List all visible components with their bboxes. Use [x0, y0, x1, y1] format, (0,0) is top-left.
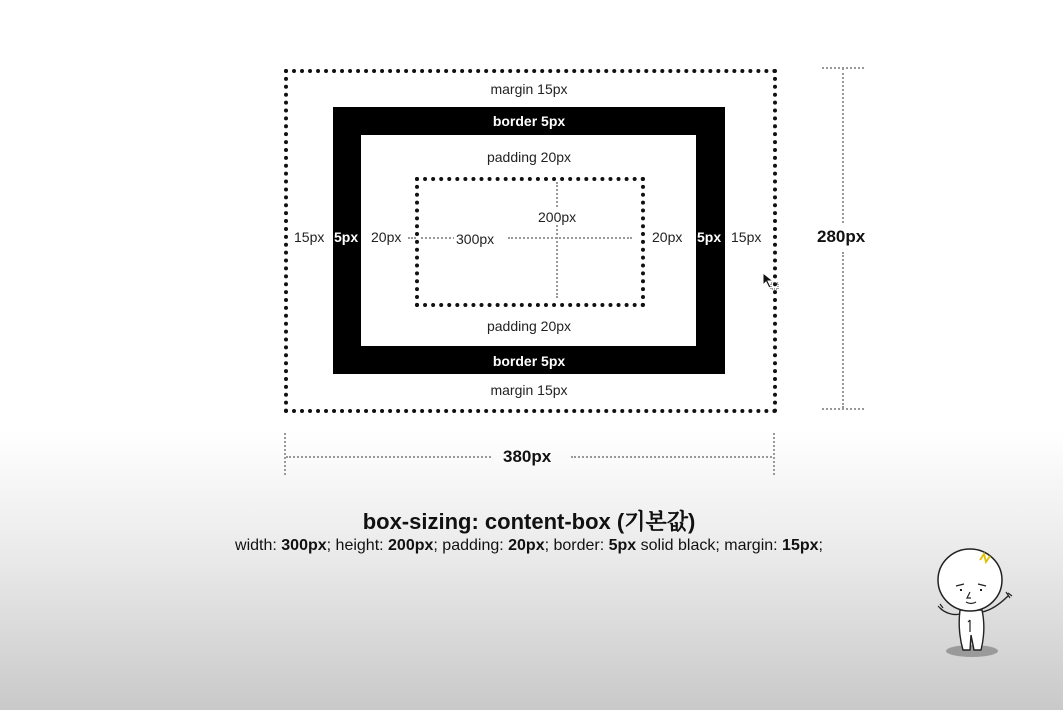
border-bottom-label: border 5px [492, 353, 566, 369]
height-dimension-line-upper [842, 68, 844, 223]
margin-top-label: margin 15px [490, 81, 568, 97]
border-top-label: border 5px [492, 113, 566, 129]
cartoon-character-icon [930, 540, 1020, 665]
css-value: 15px [782, 537, 819, 554]
content-horizontal-guide-right [508, 237, 632, 239]
total-width-label: 380px [503, 447, 552, 466]
left-padding-guide [408, 237, 416, 239]
width-dimension-right-tick [773, 433, 775, 475]
height-dimension-line-lower [842, 252, 844, 408]
css-text: ; border: [544, 537, 609, 554]
margin-bottom-label: margin 15px [490, 382, 568, 398]
width-dimension-left-tick [284, 433, 286, 475]
css-value: 5px [608, 537, 637, 554]
padding-top-label: padding 20px [486, 149, 572, 165]
right-margin-label: 15px [731, 229, 762, 245]
caption-css-declaration [235, 537, 823, 555]
css-text: ; [818, 537, 823, 554]
width-dimension-line-right [571, 456, 772, 458]
css-value: 300px [281, 537, 327, 554]
left-margin-label: 15px [294, 229, 325, 245]
total-height-label: 280px [817, 227, 866, 246]
css-text: width: [235, 537, 282, 554]
css-value: 20px [508, 537, 545, 554]
width-dimension-line-left [286, 456, 491, 458]
content-height-label: 200px [538, 209, 577, 225]
css-value: 200px [388, 537, 434, 554]
content-box [415, 177, 645, 307]
css-text: solid black; margin: [636, 537, 783, 554]
content-width-label: 300px [456, 231, 495, 247]
css-text: ; padding: [433, 537, 509, 554]
padding-bottom-label: padding 20px [486, 318, 572, 334]
caption-title: box-sizing: content-box (기본값) [362, 509, 696, 534]
left-border-label: 5px [334, 229, 359, 245]
css-text: ; height: [326, 537, 389, 554]
right-border-label: 5px [697, 229, 722, 245]
height-dimension-bottom-tick [822, 408, 864, 410]
right-padding-label: 20px [652, 229, 683, 245]
mouse-cursor-icon [762, 272, 780, 292]
content-vertical-guide [556, 182, 558, 298]
left-padding-label: 20px [371, 229, 402, 245]
